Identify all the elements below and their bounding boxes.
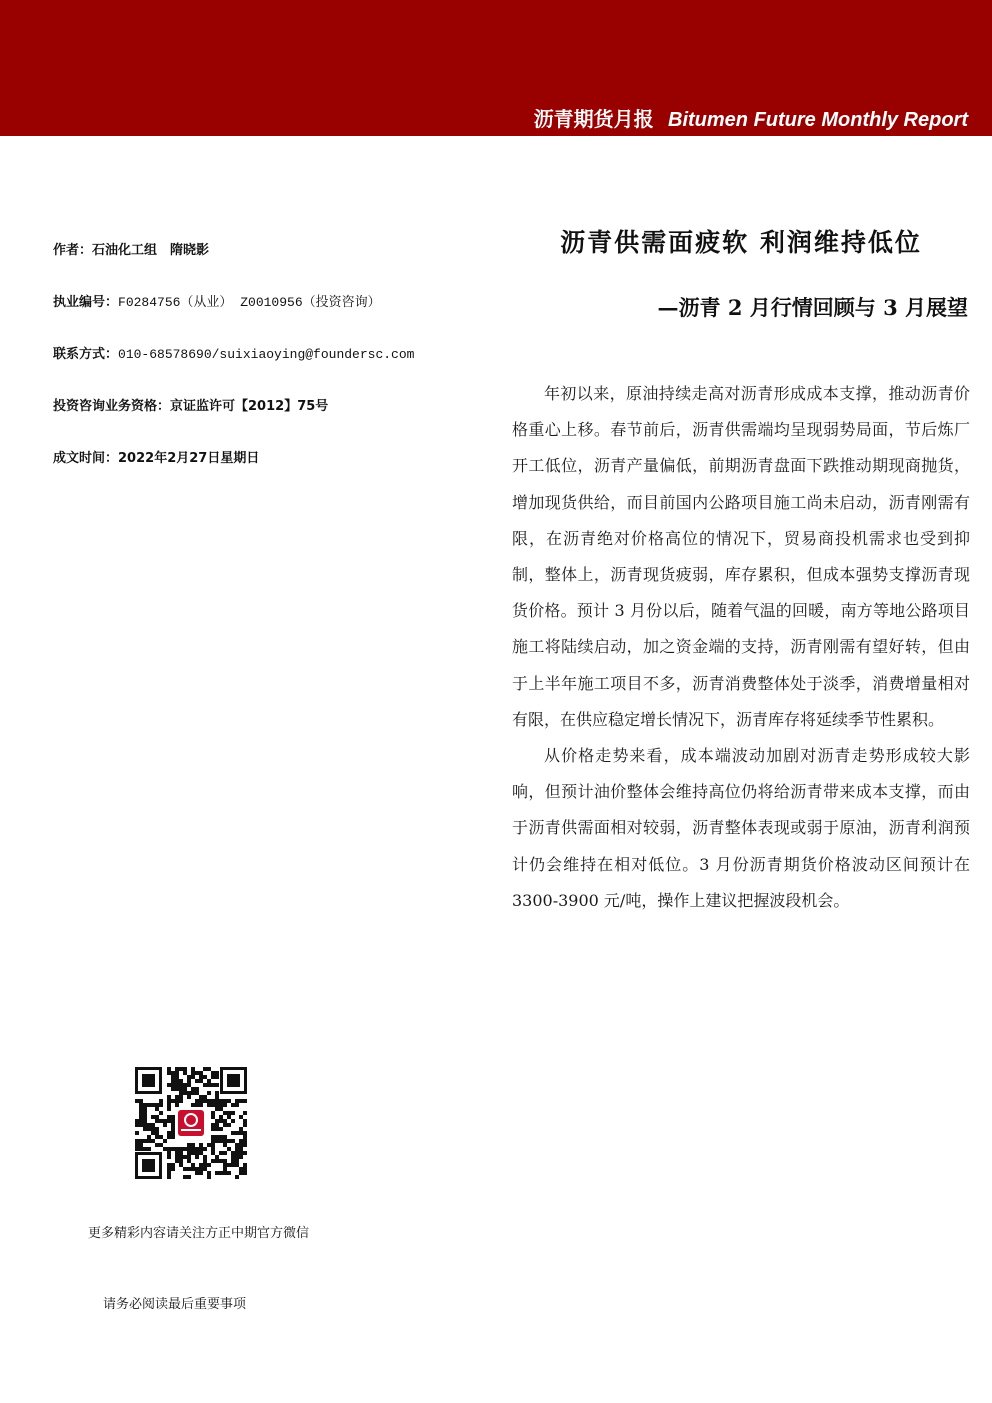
body-paragraph: 从价格走势来看，成本端波动加剧对沥青走势形成较大影响，但预计油价整体会维持高位仍将给沥青带来成本支撑，而由于沥青供需面相对较弱，沥青整体表现或弱于原油，沥青利润预计仍会维持在相对低位。3 月份沥青期货价格波动区间预计在 3300-3900 元/吨，操作上建议把握波段机会。 xyxy=(512,746,970,910)
date-line xyxy=(53,447,259,466)
article-body xyxy=(512,376,970,919)
disclaimer-notice: 请务必阅读最后重要事项 xyxy=(103,1297,247,1312)
author-line xyxy=(53,239,209,258)
article-subtitle: —沥青 2 月行情回顾与 3 月展望 xyxy=(657,295,968,320)
date-label: 成文时间： xyxy=(53,451,119,466)
license-line xyxy=(53,291,381,310)
date-value: 2022年2月27日星期日 xyxy=(118,451,260,466)
license-value: F0284756（从业） Z0010956（投资咨询） xyxy=(118,295,381,310)
qualification-value: 京证监许可【2012】75号 xyxy=(170,399,329,414)
report-title-en: Bitumen Future Monthly Report xyxy=(668,109,968,131)
article-title: 沥青供需面疲软 利润维持低位 xyxy=(560,228,922,257)
body-paragraph: 年初以来，原油持续走高对沥青形成成本支撑，推动沥青价格重心上移。春节前后，沥青供需端均呈现弱势局面，节后炼厂开工低位，沥青产量偏低，前期沥青盘面下跌推动期现商抛货，增加现货供给，而目前国内公路项目施工尚未启动，沥青刚需有限，在沥青绝对价格高位的情况下，贸易商投机需求也受到抑制，整体上，沥青现货疲弱，库存累积，但成本强势支撑沥青现货价格。预计 3 月份以后，随着气温的回暖，南方等地公路项目施工将陆续启动，加之资金端的支持，沥青刚需有望好转，但由于上半年施工项目不多，沥青消费整体处于淡季，消费增量相对有限，在供应稳定增长情况下，沥青库存将延续季节性累积。 xyxy=(512,384,970,729)
qualification-label: 投资咨询业务资格： xyxy=(53,399,171,414)
contact-line xyxy=(53,343,414,362)
report-header-title xyxy=(534,103,968,132)
header-band xyxy=(0,0,992,136)
license-label: 执业编号： xyxy=(53,295,119,310)
qr-code-icon xyxy=(134,1066,248,1180)
report-title-cn: 沥青期货月报 xyxy=(533,107,654,131)
author-value: 石油化工组 隋晓影 xyxy=(92,243,210,258)
contact-value: 010-68578690/suixiaoying@foundersc.com xyxy=(118,347,415,362)
contact-label: 联系方式： xyxy=(53,347,119,362)
author-label: 作者： xyxy=(53,243,93,258)
qr-caption: 更多精彩内容请关注方正中期官方微信 xyxy=(88,1226,310,1241)
qualification-line xyxy=(53,395,328,414)
